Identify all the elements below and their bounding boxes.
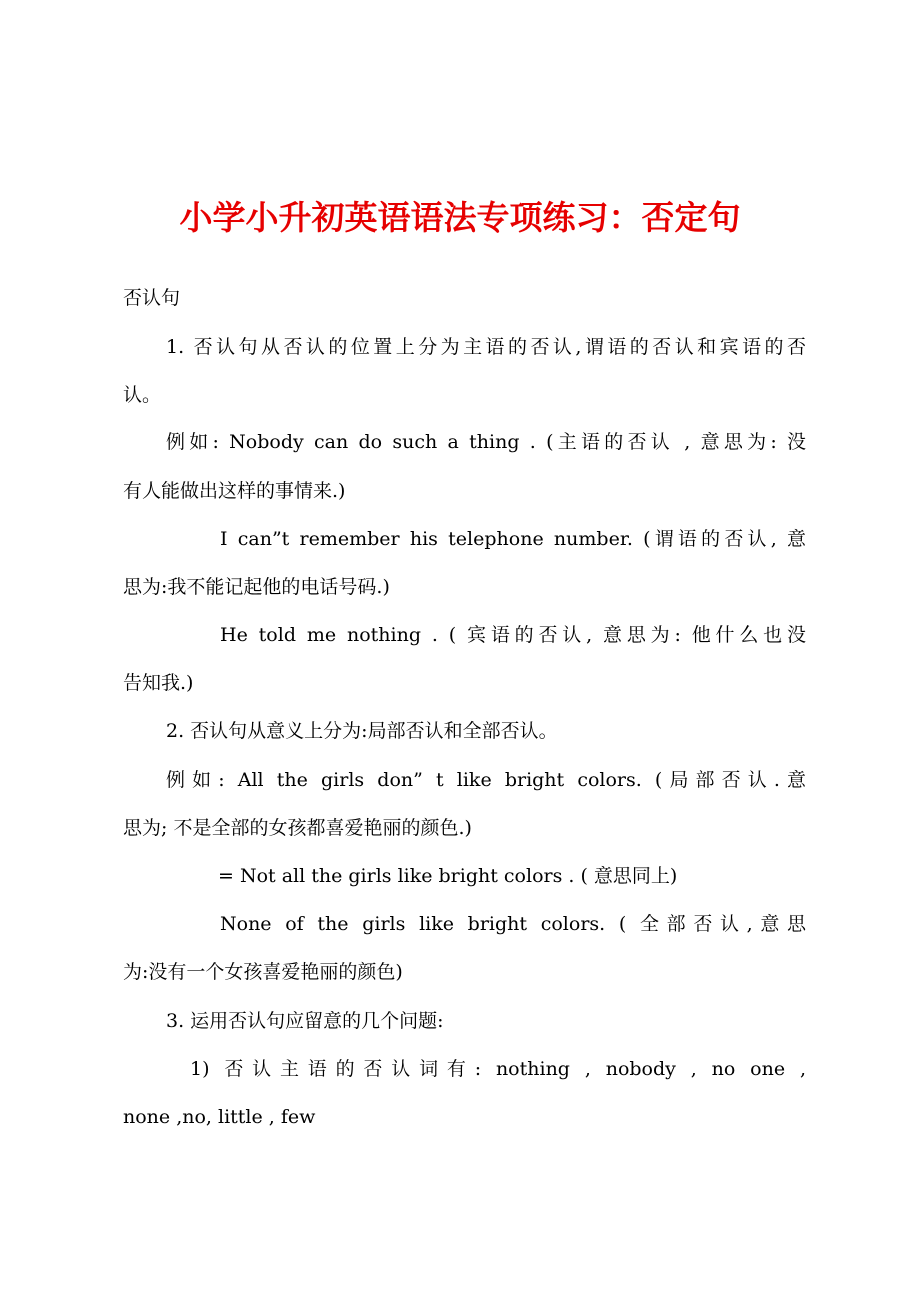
- point-3-line-1: 3. 运用否认句应留意的几个问题:: [166, 1010, 444, 1032]
- point-1-line-2: 认。: [123, 384, 162, 406]
- example-6-line-1: None of the girls like bright colors. ( 全部否认,意思: [220, 913, 806, 935]
- document-title: 小学小升初英语语法专项练习：否定句: [179, 198, 741, 237]
- example-3-line-1: He told me nothing . ( 宾语的否认, 意思为: 他什么也没: [220, 624, 806, 646]
- example-6-line-2: 为:没有一个女孩喜爱艳丽的颜色): [123, 961, 403, 983]
- example-5-line-1: = Not all the girls like bright colors . ( 意思同上): [218, 865, 678, 887]
- example-1-line-1: 例如: Nobody can do such a thing . (主语的否认 , 意思为: 没: [166, 431, 806, 453]
- example-4-line-2: 思为; 不是全部的女孩都喜爱艳丽的颜色.): [123, 817, 472, 839]
- example-1-line-2: 有人能做出这样的事情来.): [123, 480, 346, 502]
- example-2-line-1: I can”t remember his telephone number. (谓语的否认, 意: [220, 528, 806, 550]
- example-3-line-2: 告知我.): [123, 672, 194, 694]
- point-2-line-1: 2. 否认句从意义上分为:局部否认和全部否认。: [166, 720, 558, 742]
- section-heading: 否认句: [123, 287, 181, 309]
- point-1-line-1: 1. 否认句从否认的位置上分为主语的否认,谓语的否认和宾语的否: [166, 336, 806, 358]
- example-2-line-2: 思为:我不能记起他的电话号码.): [123, 576, 390, 598]
- example-4-line-1: 例如: All the girls don” t like bright colors. (局部否认.意: [166, 769, 806, 791]
- subpoint-1-line-2: none ,no, little , few: [123, 1106, 316, 1128]
- subpoint-1-line-1: 1) 否认主语的否认词有: nothing , nobody , no one ,: [190, 1058, 806, 1080]
